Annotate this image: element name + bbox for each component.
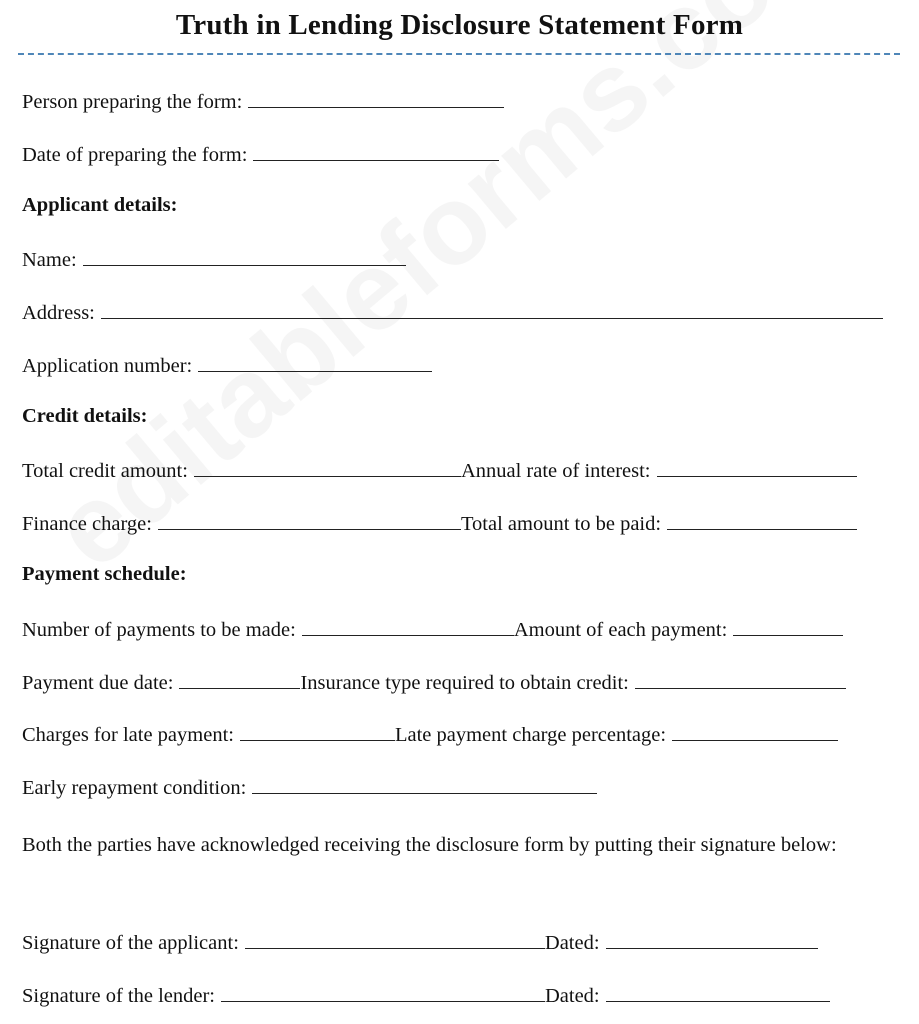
due-date-field[interactable] <box>179 669 300 689</box>
late-charges-field[interactable] <box>240 721 395 741</box>
total-credit-row <box>22 457 901 487</box>
applicant-signature-label: Signature of the applicant: <box>22 932 239 954</box>
late-charges-row <box>22 721 901 751</box>
payment-schedule-heading <box>22 563 901 593</box>
num-payments-field[interactable] <box>302 616 514 636</box>
total-paid-label: Total amount to be paid: <box>460 513 662 535</box>
credit-details-heading <box>22 405 901 435</box>
title-divider <box>18 53 900 55</box>
address-label: Address: <box>22 302 95 324</box>
total-paid-field[interactable] <box>667 510 857 530</box>
payment-schedule-heading-text: Payment schedule: <box>22 563 187 585</box>
insurance-type-field[interactable] <box>635 669 846 689</box>
acknowledgement-text: Both the parties have acknowledged receiving the disclosure form by putting their signature below: <box>22 834 837 856</box>
name-field[interactable] <box>83 246 406 266</box>
person-preparing-label: Person preparing the form: <box>22 91 243 113</box>
applicant-details-heading <box>22 194 901 224</box>
application-number-label: Application number: <box>22 355 193 377</box>
applicant-signature-field[interactable] <box>245 929 545 949</box>
due-date-label: Payment due date: <box>22 672 174 694</box>
date-preparing-row <box>22 141 901 171</box>
applicant-signature-row <box>22 929 901 959</box>
early-repayment-row <box>22 774 901 804</box>
lender-dated-field[interactable] <box>606 982 830 1002</box>
applicant-dated-label: Dated: <box>544 932 600 954</box>
num-payments-label: Number of payments to be made: <box>22 619 296 641</box>
amount-each-label: Amount of each payment: <box>513 619 728 641</box>
late-percentage-field[interactable] <box>672 721 838 741</box>
name-label: Name: <box>22 249 77 271</box>
due-date-row <box>22 669 901 699</box>
address-field[interactable] <box>101 299 883 319</box>
lender-signature-field[interactable] <box>221 982 545 1002</box>
person-preparing-row <box>22 88 901 118</box>
application-number-field[interactable] <box>198 352 432 372</box>
applicant-dated-field[interactable] <box>606 929 818 949</box>
finance-charge-row <box>22 510 901 540</box>
annual-rate-label: Annual rate of interest: <box>460 460 651 482</box>
applicant-details-heading-text: Applicant details: <box>22 194 178 216</box>
lender-signature-label: Signature of the lender: <box>22 985 215 1007</box>
name-row <box>22 246 901 276</box>
insurance-type-label: Insurance type required to obtain credit: <box>300 672 629 694</box>
total-credit-field[interactable] <box>194 457 461 477</box>
amount-each-field[interactable] <box>733 616 843 636</box>
lender-signature-row <box>22 982 901 1012</box>
lender-dated-label: Dated: <box>544 985 600 1007</box>
finance-charge-field[interactable] <box>158 510 461 530</box>
application-number-row <box>22 352 901 382</box>
late-charges-label: Charges for late payment: <box>22 724 234 746</box>
date-preparing-label: Date of preparing the form: <box>22 144 248 166</box>
total-credit-label: Total credit amount: <box>22 460 188 482</box>
annual-rate-field[interactable] <box>657 457 857 477</box>
late-percentage-label: Late payment charge percentage: <box>394 724 667 746</box>
page-title: Truth in Lending Disclosure Statement Form <box>175 9 744 41</box>
num-payments-row <box>22 616 901 646</box>
early-repayment-label: Early repayment condition: <box>22 777 247 799</box>
address-row <box>22 299 901 329</box>
credit-details-heading-text: Credit details: <box>22 405 148 427</box>
date-preparing-field[interactable] <box>253 141 499 161</box>
person-preparing-field[interactable] <box>248 88 504 108</box>
early-repayment-field[interactable] <box>252 774 597 794</box>
finance-charge-label: Finance charge: <box>22 513 152 535</box>
